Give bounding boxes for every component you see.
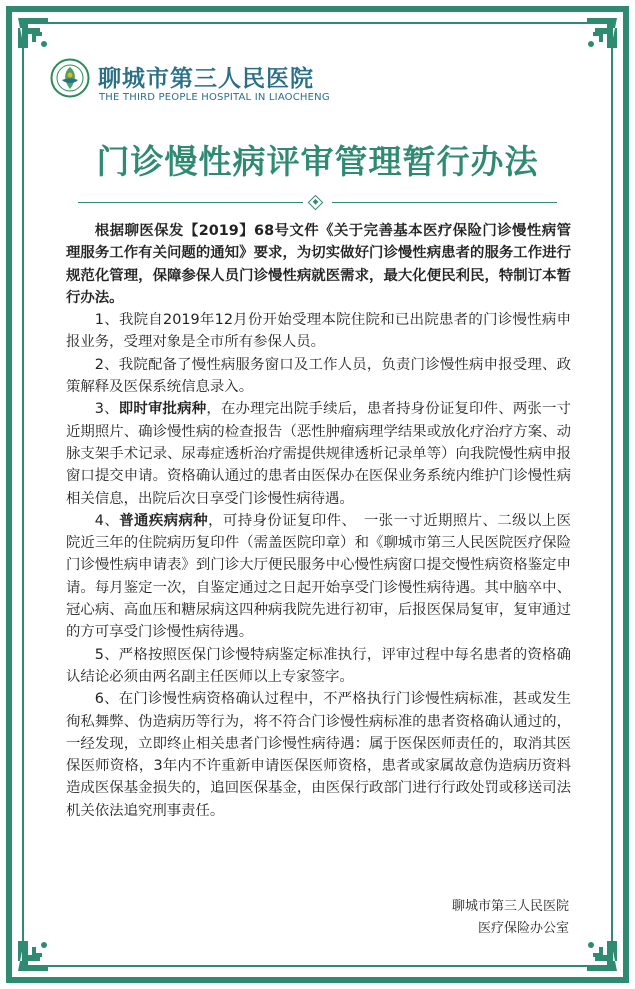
item-1: 1、我院自2019年12月份开始受理本院住院和已出院患者的门诊慢性病申报业务，受理对象是全市所有参保人员。 [66,312,571,351]
intro-paragraph: 根据聊医保发【2019】68号文件《关于完善基本医疗保险门诊慢性病管理服务工作有关问题的通知》要求，为切实做好门诊慢性病患者的服务工作进行规范化管理，保障参保人员门诊慢性病就医需求，最大化便民利民，特制订本暂行办法。 [66,223,571,306]
document-body [66,220,571,822]
hospital-name-cn: 聊城市第三人民医院 [98,66,314,92]
signature-block [452,896,569,940]
item-3-text: ，在办理完出院手续后，患者持身份证复印件、两张一寸近期照片、确诊慢性病的检查报告（恶性肿瘤病理学结果或放化疗治疗方案、动脉支架手术记录、尿毒症透析治疗需提供规律透析记录单等）向我院慢性病申报窗口提交申请。资格确认通过的患者由医保办在医保业务系统内维护门诊慢性病相关信息，出院后次日享受门诊慢性病待遇。 [66,401,571,507]
item-3 [66,398,571,509]
item-2: 2、我院配备了慢性病服务窗口及工作人员，负责门诊慢性病申报受理、政策解释及医保系统信息录入。 [66,356,571,396]
item-4-heading: 普通疾病病种 [119,512,209,529]
item-4 [66,510,571,644]
item-4-number: 4、 [94,512,120,529]
hospital-logo-icon [50,58,90,98]
item-5: 5、严格按照医保门诊慢特病鉴定标准执行，评审过程中每名患者的资格确认结论必须由两名副主任医师以上专家签字。 [66,646,571,685]
hospital-name-en: THE THIRD PEOPLE HOSPITAL IN LIAOCHENG [99,92,330,103]
title-divider [78,196,557,210]
item-4-text: ，可持身份证复印件、 一张一寸近期照片、二级以上医院近三年的住院病历复印件（需盖医院印章）和《聊城市第三人民医院医疗保险门诊慢性病申请表》到门诊大厅便民服务中心慢性病窗口提交慢性病资格鉴定申请。每月鉴定一次，自鉴定通过之日起开始享受门诊慢性病待遇。其中脑卒中、冠心病、高血压和糖尿病这四种病我院先进行初审，后报医保局复审，复审通过的方可享受门诊慢性病待遇。 [66,512,571,641]
document-title: 门诊慢性病评审管理暂行办法 [96,142,539,181]
item-3-number: 3、 [94,401,119,418]
signature-dept: 医疗保险办公室 [477,921,569,936]
corner-ornament-icon [561,14,621,74]
item-6: 6、在门诊慢性病资格确认过程中，不严格执行门诊慢性病标准，甚或发生徇私舞弊、伪造病历等行为，将不符合门诊慢性病标准的患者资格确认通过的，一经发现，立即终止相关患者门诊慢性病待遇：属于医保医师责任的，取消其医保医师资格，3年内不许重新申请医保医师资格，患者或家属故意伪造病历资料造成医保基金损失的，追回医保基金，由医保行政部门进行行政处罚或移送司法机关依法追究刑事责任。 [66,691,571,819]
signature-org: 聊城市第三人民医院 [451,899,569,914]
corner-ornament-icon [14,915,74,975]
item-3-heading: 即时审批病种 [118,401,207,418]
corner-ornament-icon [561,915,621,975]
diamond-ornament-icon [308,195,324,211]
